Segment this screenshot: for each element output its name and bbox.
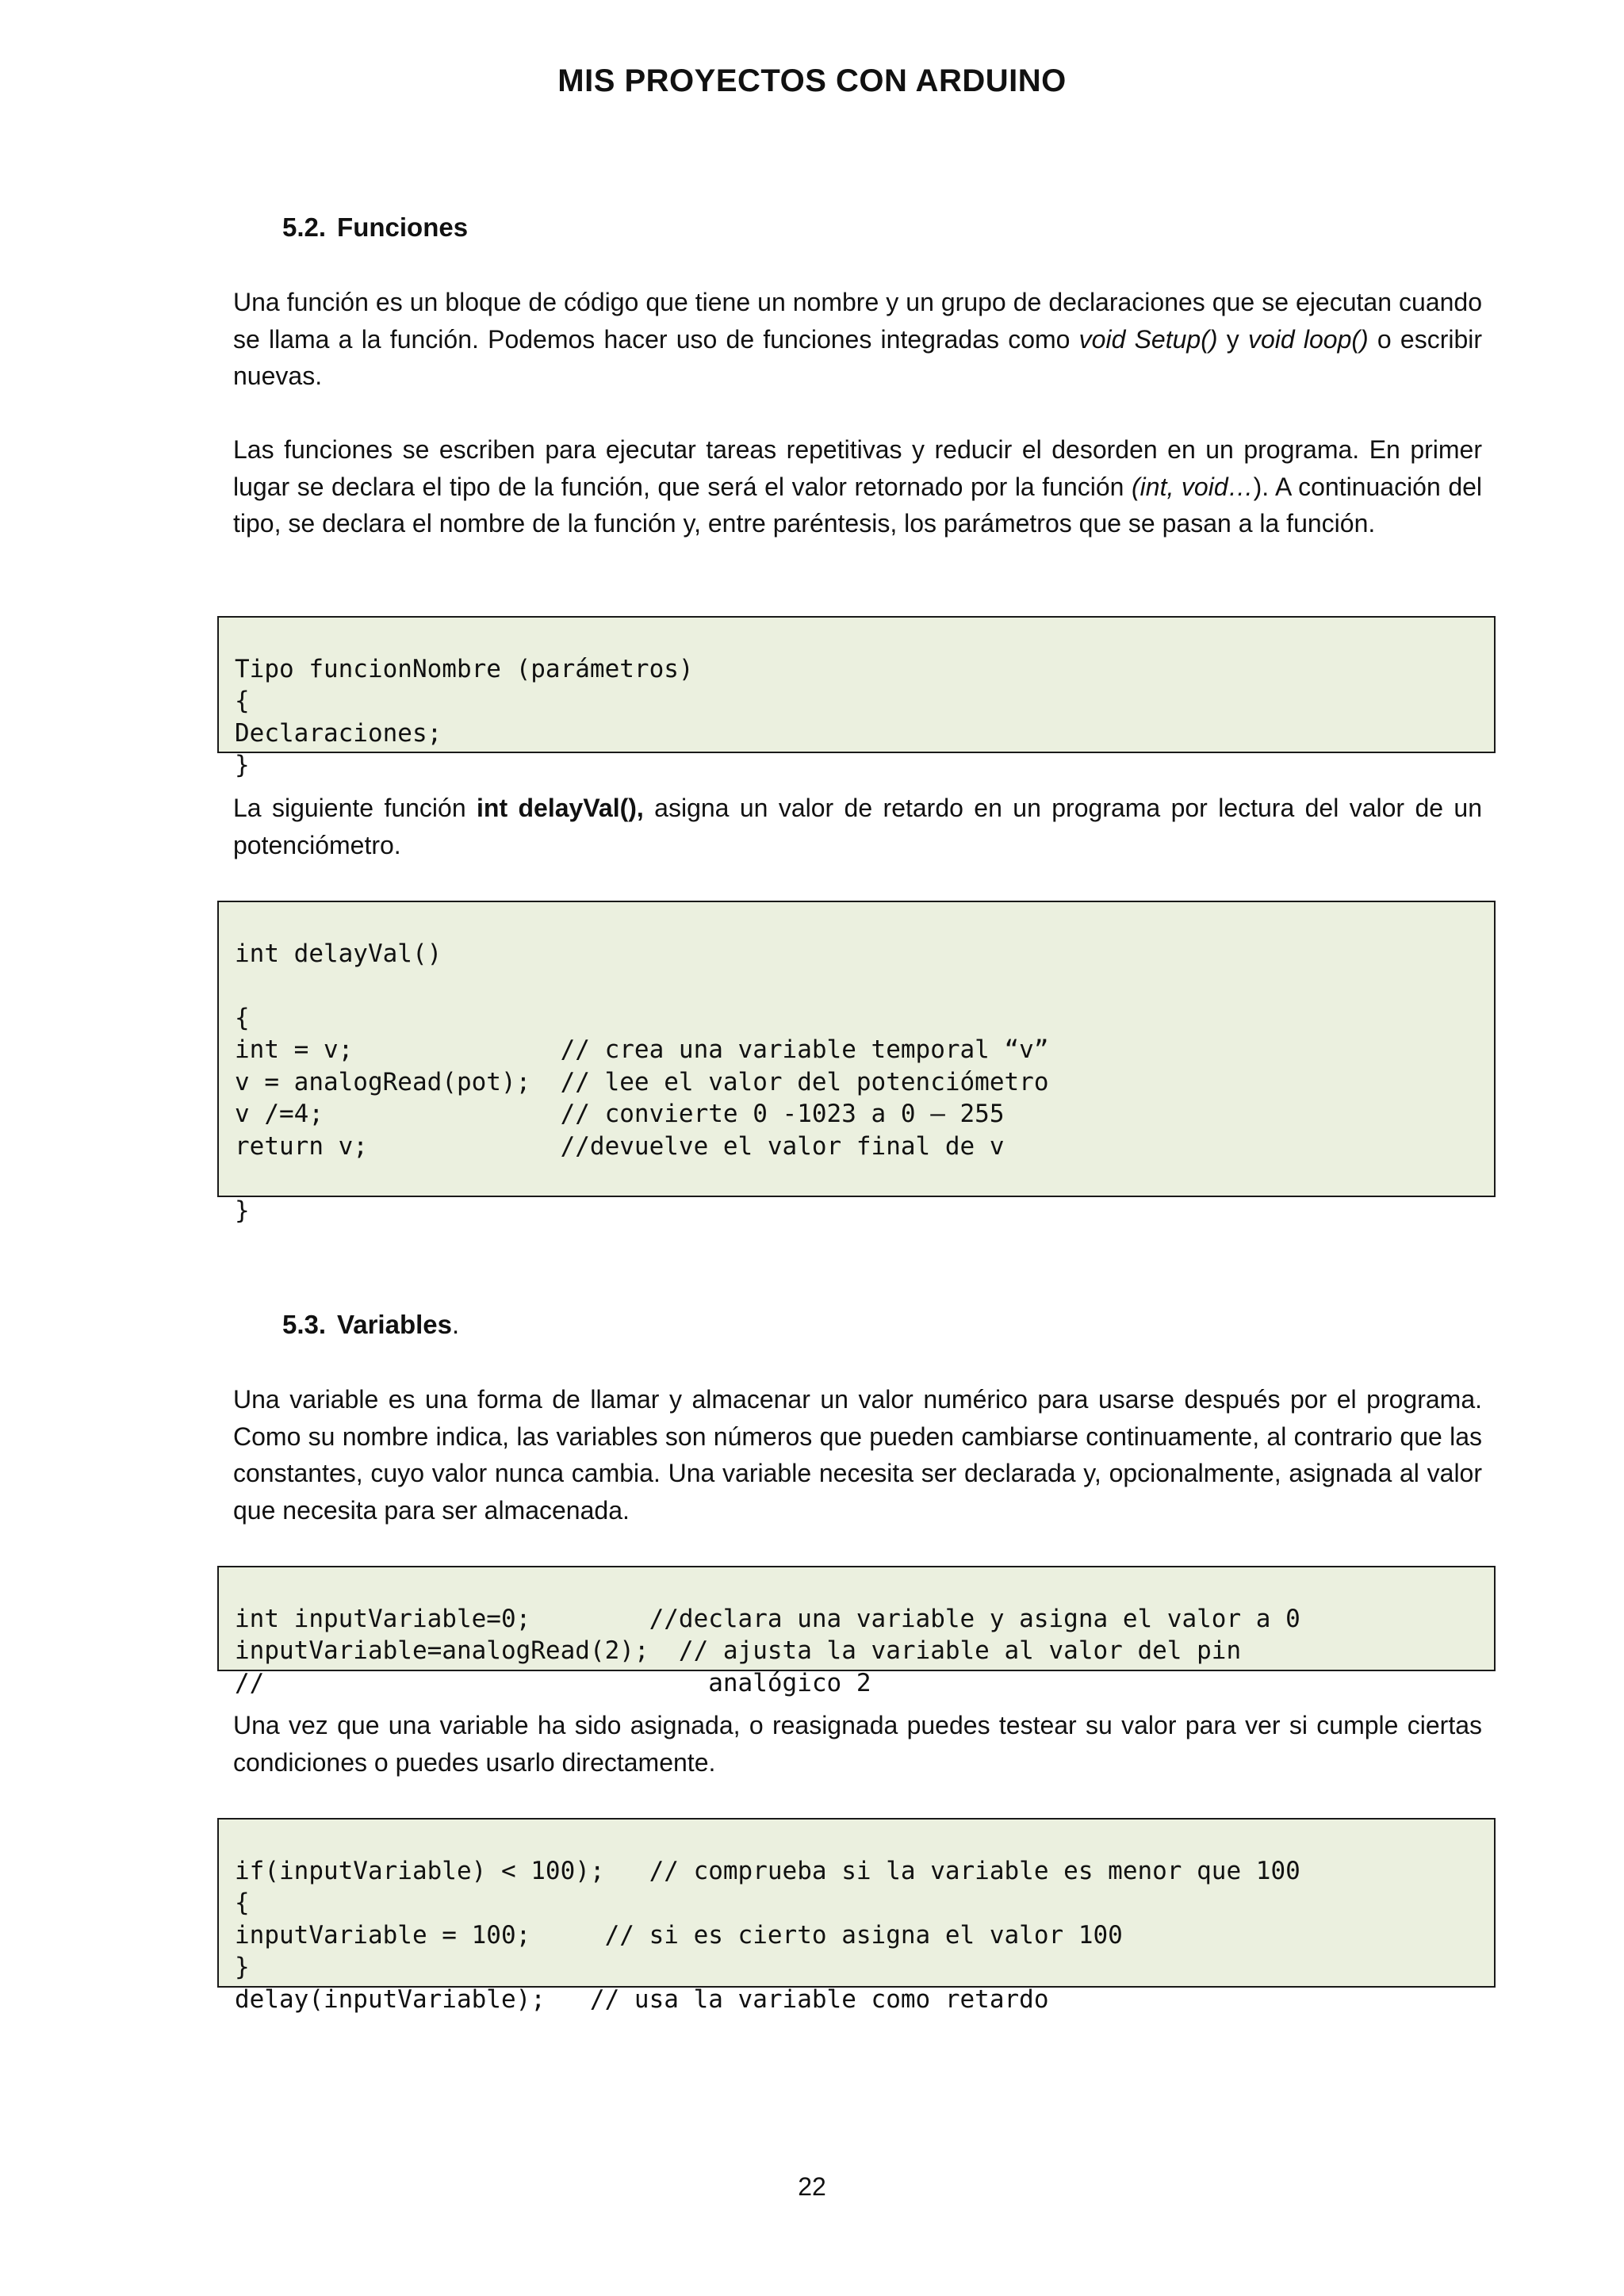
code-line: Declaraciones; bbox=[235, 718, 442, 748]
paragraph-delayval-intro bbox=[233, 790, 1482, 863]
text-run-italic: void Setup() bbox=[1078, 324, 1218, 354]
code-line: return v; //devuelve el valor final de v bbox=[235, 1131, 1005, 1161]
section-heading-variables bbox=[282, 1310, 459, 1340]
code-line: int inputVariable=0; //declara una variable y asigna el valor a 0 bbox=[235, 1604, 1300, 1633]
code-line: if(inputVariable) < 100); // comprueba si la variable es menor que 100 bbox=[235, 1856, 1300, 1885]
code-block-variable-declaration bbox=[217, 1566, 1496, 1697]
code-line: } bbox=[235, 1953, 250, 1981]
text-run: Las funciones se escriben para ejecutar tareas repetitivas y reducir el desorden en un programa. En primer lugar se declara el tipo de la función, que será el valor retornado por la función bbox=[233, 435, 1482, 501]
paragraph-variables-intro bbox=[233, 1381, 1482, 1529]
code-line: } bbox=[235, 751, 250, 779]
text-run: ). A continuación del tipo, se declara el nombre de la función y, entre paréntesis, los parámetros que se pasan a la función. bbox=[233, 472, 1483, 538]
code-line: { bbox=[235, 687, 250, 715]
paragraph-funciones-intro bbox=[233, 284, 1482, 395]
code-line bbox=[235, 1162, 1494, 1195]
paragraph-variables-usage bbox=[233, 1707, 1482, 1781]
section-number: 5.2. bbox=[282, 212, 327, 242]
code-line: // analógico 2 bbox=[235, 1668, 871, 1697]
text-run: Una función es un bloque de código que tiene un nombre y un grupo de declaraciones que se ejecutan cuando se llama a la función. Podemos hacer uso de funciones integradas como bbox=[233, 288, 1482, 354]
code-line: delay(inputVariable); // usa la variable como retardo bbox=[235, 1984, 1049, 2014]
code-line: int = v; // crea una variable temporal “v” bbox=[235, 1035, 1049, 1064]
code-line: inputVariable = 100; // si es cierto asigna el valor 100 bbox=[235, 1920, 1123, 1950]
code-block-variable-condition bbox=[217, 1818, 1496, 2014]
code-block-delayval bbox=[217, 901, 1496, 1225]
page-number: 22 bbox=[798, 2172, 826, 2201]
code-line: inputVariable=analogRead(2); // ajusta la variable al valor del pin bbox=[235, 1636, 1242, 1665]
section-title-text: Funciones bbox=[337, 212, 469, 242]
text-run: La siguiente función bbox=[233, 794, 477, 822]
code-line: { bbox=[235, 1003, 250, 1032]
text-run: asigna un valor de retardo en un programa por lectura del valor de un potenciómetro. bbox=[233, 794, 1483, 859]
text-run-italic: void loop() bbox=[1247, 324, 1369, 354]
section-number: 5.3. bbox=[282, 1310, 327, 1339]
code-line: v /=4; // convierte 0 -1023 a 0 – 255 bbox=[235, 1100, 1005, 1128]
paragraph-text: Una variable es una forma de llamar y almacenar un valor numérico para usarse después por el programa. Como su nombre indica, las variables son números que pueden cambiarse continuamente, al contrario que las constantes, cuyo valor nunca cambia. Una variable necesita ser declarada y, opcionalmente, asignada al valor que necesita para ser almacenada. bbox=[233, 1385, 1482, 1525]
text-run: y bbox=[1217, 324, 1248, 354]
code-block-function-syntax bbox=[217, 616, 1496, 779]
text-run-italic: (int, void… bbox=[1132, 472, 1254, 501]
text-run: o escribir nuevas. bbox=[233, 324, 1483, 390]
section-title-suffix: . bbox=[452, 1310, 460, 1339]
paragraph-funciones-detail bbox=[233, 431, 1482, 542]
section-heading-funciones bbox=[282, 212, 468, 243]
code-line: } bbox=[235, 1196, 250, 1225]
code-line: int delayVal() bbox=[235, 939, 442, 968]
section-title-text: Variables bbox=[337, 1310, 452, 1339]
text-run-bold: int delayVal(), bbox=[477, 794, 644, 822]
code-line: { bbox=[235, 1888, 250, 1917]
paragraph-text: Una vez que una variable ha sido asignada, o reasignada puedes testear su valor para ver si cumple ciertas condiciones o puedes usarlo directamente. bbox=[233, 1711, 1482, 1777]
page-header-title: MIS PROYECTOS CON ARDUINO bbox=[557, 63, 1067, 98]
code-line bbox=[235, 970, 1494, 1002]
code-line: v = analogRead(pot); // lee el valor del potenciómetro bbox=[235, 1067, 1049, 1096]
code-line: Tipo funcionNombre (parámetros) bbox=[235, 654, 694, 683]
